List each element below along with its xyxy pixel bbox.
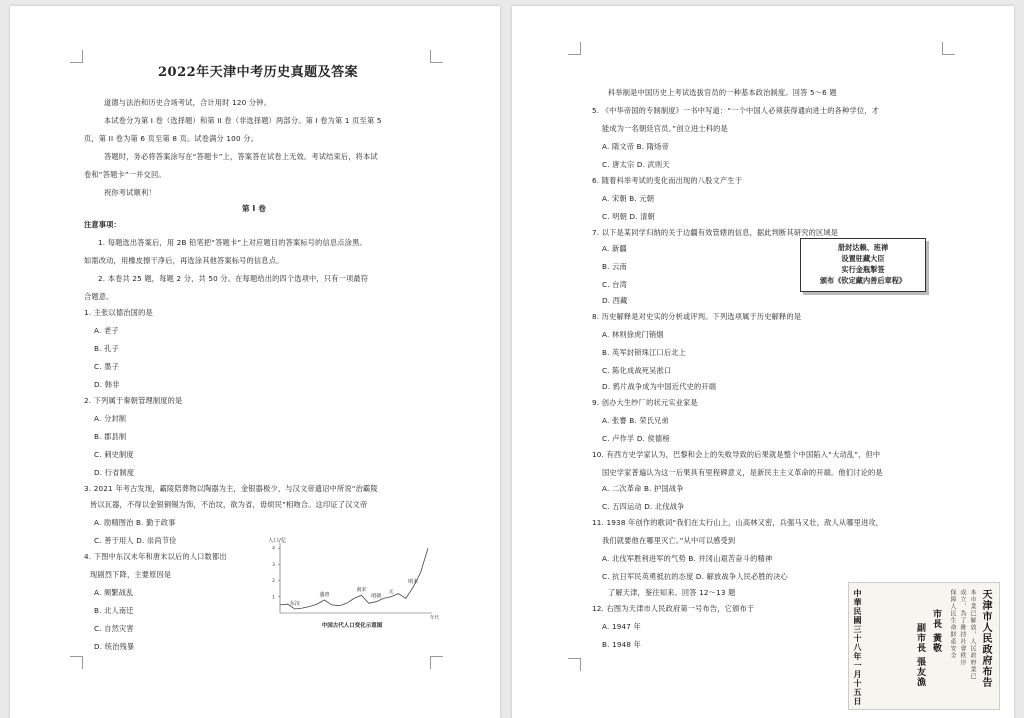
proclamation-signature: 市長 黃敬: [931, 609, 941, 654]
answer-option: D. 统治残暴: [94, 642, 135, 651]
crop-mark: [70, 50, 83, 63]
intro-line: 道德与法治和历史合场考试，合计用时 120 分钟。: [104, 98, 272, 107]
crop-mark: [430, 656, 443, 669]
answer-option: A. 分封制: [94, 414, 127, 423]
page-2: [512, 6, 1014, 718]
proclamation-body: 本市業已解放，人民政府業已: [969, 589, 976, 680]
answer-option: A. 励精图治 B. 勤于政事: [94, 518, 176, 527]
answer-option: D. 鸦片战争成为中国近代史的开端: [602, 382, 717, 391]
chart-y-tick-label: 2: [272, 579, 275, 585]
info-box-line: 颁布《钦定藏内善后章程》: [819, 276, 907, 285]
question-stem: 4. 下图中东汉末年和唐末以后的人口数都出: [84, 552, 227, 561]
crop-mark: [942, 42, 955, 55]
answer-option: C. 刺史制度: [94, 450, 134, 459]
answer-option: C. 卢作孚 D. 侯德榜: [602, 434, 670, 443]
text-line: 科举制是中国历史上考试选拔官员的一种基本政治制度。回答 5～6 题: [608, 88, 837, 97]
population-chart: [266, 533, 438, 631]
crop-mark: [430, 50, 443, 63]
chart-annotation: 东汉: [289, 600, 300, 607]
answer-option: C. 墨子: [94, 362, 119, 371]
info-box-line: 实行金瓶掣签: [841, 265, 885, 274]
answer-option: C. 台湾: [602, 280, 627, 289]
proclamation-title: 天津市人民政府布告: [980, 589, 991, 688]
crop-mark: [568, 42, 581, 55]
question-stem: 皆以瓦器，不得以金银铜锡为饰，不治坟，欲为省，毋烦民”相吻合。这印证了汉文帝: [90, 500, 368, 509]
document-title: 2022年天津中考历史真题及答案: [158, 65, 359, 80]
answer-option: B. 云南: [602, 262, 627, 271]
note-line: 如需改动，用橡皮擦干净后，再选涂其他答案标号的信息点。: [84, 256, 284, 265]
answer-option: A. 张謇 B. 荣氏兄弟: [602, 416, 669, 425]
answer-option: C. 五四运动 D. 北伐战争: [602, 502, 685, 511]
chart-title: 中国古代人口变化示意图: [321, 623, 383, 629]
chart-y-axis-label: 人口/亿: [268, 538, 287, 544]
chart-annotation: 明末: [408, 579, 419, 586]
chart-annotation: 元: [388, 588, 394, 595]
text-line: 了解天津，鉴往知来。回答 12～13 题: [608, 588, 736, 597]
question-stem: 国史学家普遍认为这一后果具有里程碑意义，是新民主主义革命的开端。他们讨论的是: [602, 468, 883, 477]
answer-option: B. 北人南迁: [94, 606, 134, 615]
proclamation-date: 中華民國三十八年一月十五日: [853, 589, 863, 706]
intro-line: 页，第 II 卷为第 6 页至第 8 页。试卷满分 100 分。: [84, 134, 258, 143]
crop-mark: [70, 656, 83, 669]
intro-line: 本试卷分为第 I 卷（选择题）和第 II 卷（非选择题）两部分。第 I 卷为第 1 页至第 5: [104, 116, 382, 125]
intro-line: 卷和“答题卡”一并交回。: [84, 170, 166, 179]
question-stem: 10. 有西方史学家认为，巴黎和会上的失败导致的后果就是整个中国陷入“大动乱”，但中: [592, 450, 881, 459]
answer-option: A. 老子: [94, 326, 119, 335]
proclamation-body: 保障人民生命財產安全: [949, 589, 956, 659]
chart-y-tick-label: 3: [272, 562, 275, 568]
question-stem: 6. 随着科举考试的变化而出现的八股文产生于: [592, 176, 743, 185]
answer-option: D. 西藏: [602, 296, 628, 305]
chart-y-tick-label: 1: [272, 595, 275, 601]
answer-option: A. 隋文帝 B. 隋炀帝: [602, 142, 669, 151]
answer-option: A. 1947 年: [602, 622, 641, 631]
question-stem: 1. 主张以德治国的是: [84, 308, 153, 317]
proclamation-body: 成立，為了維持社會秩序: [959, 589, 966, 666]
chart-annotation: 明朝: [371, 593, 382, 600]
question-stem: 5. 《中华帝国的专制制度》一书中写道：“一个中国人必须获得通向进士的各种学位，才: [592, 106, 880, 115]
answer-option: C. 善于用人 D. 崇尚节俭: [94, 536, 177, 545]
answer-option: A. 频繁战乱: [94, 588, 134, 597]
question-stem: 2. 下列属于秦朝管理制度的是: [84, 396, 183, 405]
proclamation-deputy: 副市長 張友漁: [915, 623, 925, 688]
intro-line: 祝你考试顺利！: [104, 188, 156, 197]
answer-option: A. 新疆: [602, 244, 627, 253]
question-stem: 能成为一名朝廷官员。”创立进士科的是: [602, 124, 728, 133]
question-stem: 3. 2021 年考古发现，霸陵陪葬物以陶器为主，金银器极少，与汉文帝遗诏中所说“治霸陵: [84, 484, 378, 493]
note-line: 2. 本卷共 25 题，每题 2 分，共 50 分。在每题给出的四个选项中，只有一项最符: [98, 274, 369, 283]
question-stem: 12. 右图为天津市人民政府第一号布告，它颁布于: [592, 604, 755, 613]
answer-option: B. 郡县制: [94, 432, 127, 441]
chart-annotation: 南宋: [356, 587, 367, 594]
crop-mark: [568, 658, 581, 671]
note-line: 1. 每题选出答案后，用 2B 铅笔把“答题卡”上对应题目的答案标号的信息点涂黑。: [98, 238, 367, 247]
proclamation-image: [848, 582, 1000, 710]
answer-option: A. 二次革命 B. 护国战争: [602, 484, 684, 493]
chart-y-tick-label: 4: [272, 546, 275, 552]
chart-annotation: 盛唐: [319, 592, 330, 599]
answer-option: C. 陈化成战死吴淞口: [602, 366, 672, 375]
answer-option: D. 韩非: [94, 380, 120, 389]
answer-option: C. 抗日军民英勇抵抗的态度 D. 解放战争人民必胜的决心: [602, 572, 788, 581]
governance-info-box: [800, 238, 926, 292]
question-stem: 11. 1938 年创作的歌词“我们在太行山上，山高林又密，兵强马又壮，敌人从哪里进攻，: [592, 518, 884, 527]
answer-option: C. 明朝 D. 清朝: [602, 212, 655, 221]
chart-series-line: [280, 548, 428, 609]
answer-option: B. 英军封锁珠江口后北上: [602, 348, 686, 357]
intro-line: 答题时，务必将答案涂写在“答题卡”上，答案答在试卷上无效。考试结束后，将本试: [104, 152, 378, 161]
answer-option: A. 林则徐虎门销烟: [602, 330, 664, 339]
note-line: 合题意。: [84, 292, 114, 301]
answer-option: A. 宋朝 B. 元朝: [602, 194, 655, 203]
page-1: [10, 6, 500, 718]
answer-option: D. 行省制度: [94, 468, 135, 477]
answer-option: A. 北伐军胜利进军的气势 B. 井冈山艰苦奋斗的精神: [602, 554, 773, 563]
info-box-line: 册封达赖、班禅: [837, 243, 889, 252]
question-stem: 7. 以下是某同学归纳的关于边疆有效管辖的信息，据此判断其研究的区域是: [592, 228, 839, 237]
question-stem: 现剧烈下降，主要原因是: [90, 570, 172, 579]
info-box-line: 设置驻藏大臣: [841, 254, 885, 263]
question-stem: 9. 创办大生纱厂的状元实业家是: [592, 398, 698, 407]
section-title: 第 I 卷: [242, 204, 267, 213]
answer-option: B. 孔子: [94, 344, 119, 353]
chart-x-axis-label: 年代: [430, 616, 439, 621]
answer-option: C. 唐太宗 D. 武则天: [602, 160, 670, 169]
notes-title: 注意事项：: [84, 220, 121, 229]
question-stem: 8. 历史解释是对史实的分析或评判。下列选项属于历史解释的是: [592, 312, 802, 321]
answer-option: B. 1948 年: [602, 640, 642, 649]
answer-option: C. 自然灾害: [94, 624, 134, 633]
question-stem: 我们就要他在哪里灭亡。”从中可以感受到: [602, 536, 736, 545]
